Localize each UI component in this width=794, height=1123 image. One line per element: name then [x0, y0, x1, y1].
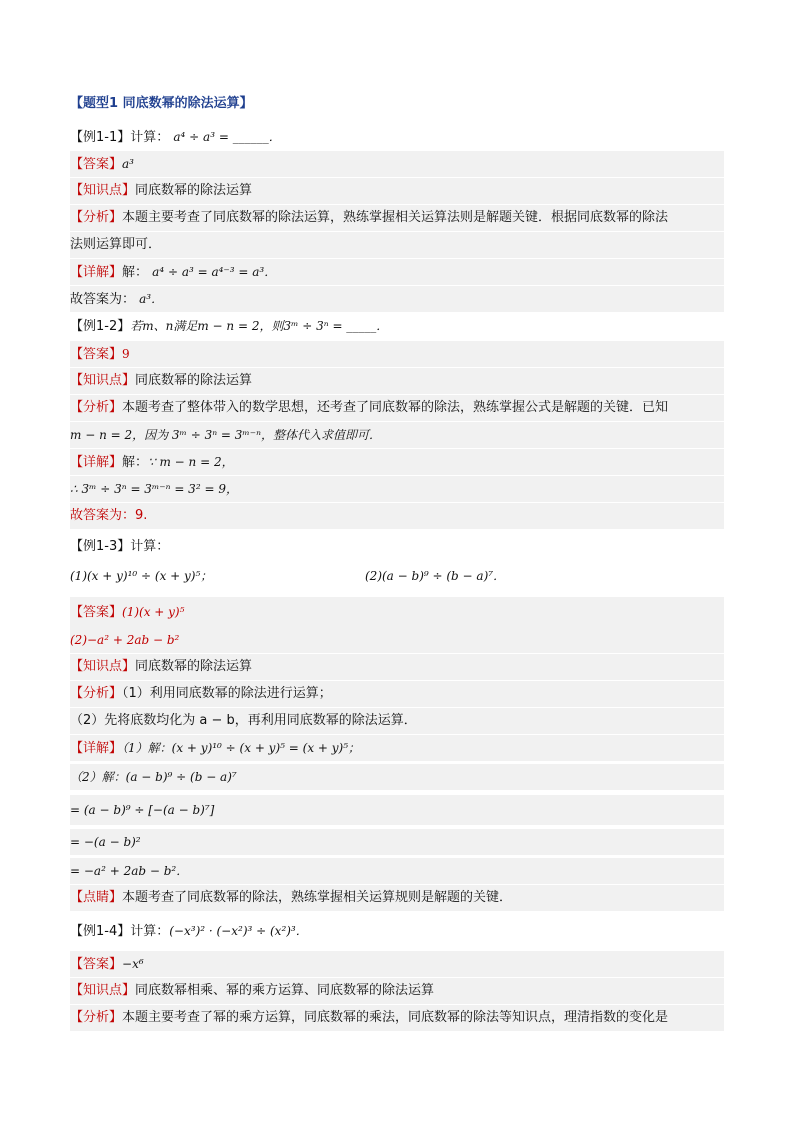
prompt-text: 计算：: [130, 539, 170, 554]
detail-row-cont: [70, 476, 724, 502]
example-1-3-parts: [70, 561, 724, 591]
knowledge-label: 【知识点】: [70, 183, 136, 198]
analysis-row: [70, 1005, 724, 1031]
analysis-row-cont: [70, 232, 724, 258]
answer-row-cont: [70, 627, 724, 653]
math-expression: = −(a − b)²: [70, 835, 141, 849]
answer-label: 【答案】: [70, 347, 123, 362]
math-expression: (−x³)² · (−x²)³ ÷ (x²)³．: [169, 924, 308, 938]
analysis-row-cont: [70, 422, 724, 448]
analysis-text: 本题考查了整体带入的数学思想，还考查了同底数幂的除法，熟练掌握公式是解题的关键．已知: [122, 400, 669, 415]
knowledge-label: 【知识点】: [70, 659, 136, 674]
analysis-text: 本题主要考查了同底数幂的除法运算，熟练掌握相关运算法则是解题关键．根据同底数幂的除法: [122, 210, 669, 225]
knowledge-text: 同底数幂的除法运算: [135, 373, 253, 388]
math-expression: （1）解：(x + y)¹⁰ ÷ (x + y)⁵ = (x + y)⁵；: [122, 741, 361, 755]
example-1-4-question: [70, 917, 724, 945]
knowledge-row: [70, 654, 724, 680]
detail-row-cont: [70, 764, 724, 790]
analysis-label: 【分析】: [70, 400, 123, 415]
answer-row: [70, 341, 724, 367]
answer-label: 【答案】: [70, 157, 123, 172]
analysis-text: 本题主要考查了幂的乘方运算，同底数幂的乘法，同底数幂的除法等知识点，理清指数的变化是: [122, 1010, 669, 1025]
example-1-2-question: [70, 313, 724, 339]
answer-value: a³: [122, 157, 134, 171]
section-title-text: 【题型1 同底数幂的除法运算】: [70, 96, 253, 111]
answer-label: 【答案】: [70, 957, 123, 972]
final-value: 故答案为：9.: [70, 508, 148, 523]
analysis-row: [70, 205, 724, 231]
math-expression: = (a − b)⁹ ÷ [−(a − b)⁷]: [70, 803, 215, 817]
analysis-label: 【分析】: [70, 1010, 123, 1025]
prompt-text: 计算：: [130, 924, 170, 939]
analysis-label: 【分析】: [70, 686, 123, 701]
prompt-text: 计算：: [130, 130, 170, 145]
comment-text: 本题考查了同底数幂的除法，熟练掌握相关运算规则是解题的关键．: [122, 890, 513, 905]
knowledge-row: [70, 178, 724, 204]
detail-row-cont: [70, 795, 724, 825]
answer-row: [70, 951, 724, 977]
example-label: 【例1-2】: [70, 319, 131, 334]
question-part-2: (2)(a − b)⁹ ÷ (b − a)⁷．: [365, 569, 506, 583]
detail-row: [70, 259, 724, 285]
jie-text: 解：: [122, 265, 149, 280]
analysis-row: [70, 395, 724, 421]
knowledge-text: 同底数幂的除法运算: [135, 659, 253, 674]
knowledge-row: [70, 368, 724, 394]
detail-label: 【详解】: [70, 455, 123, 470]
example-label: 【例1-4】: [70, 924, 131, 939]
detail-row: [70, 449, 724, 475]
answer-value: (1)(x + y)⁵: [122, 605, 185, 619]
example-1-3-question: [70, 534, 724, 560]
final-row: [70, 286, 724, 312]
knowledge-label: 【知识点】: [70, 983, 136, 998]
math-expression: 若m、n满足m − n = 2，则3ᵐ ÷ 3ⁿ = _____．: [130, 319, 389, 333]
example-1-1-question: [70, 124, 724, 150]
answer-value: −x⁶: [122, 957, 144, 971]
comment-row: [70, 885, 724, 911]
analysis-label: 【分析】: [70, 210, 123, 225]
analysis-row: [70, 681, 724, 707]
math-expression: ∵ m − n = 2，: [148, 455, 234, 469]
answer-value: 9: [122, 347, 130, 361]
math-expression: ∴ 3ᵐ ÷ 3ⁿ = 3ᵐ⁻ⁿ = 3² = 9，: [70, 482, 238, 496]
math-expression: = −a² + 2ab − b²．: [70, 864, 189, 878]
knowledge-text: 同底数幂的除法运算: [135, 183, 253, 198]
analysis-text: 法则运算即可．: [70, 237, 162, 252]
math-expression: a⁴ ÷ a³ = a⁴⁻³ = a³．: [152, 265, 277, 279]
answer-row: [70, 151, 724, 177]
detail-row-cont: [70, 858, 724, 884]
example-label: 【例1-1】: [70, 130, 131, 145]
section-title: [70, 91, 724, 117]
detail-label: 【详解】: [70, 741, 123, 756]
final-label: 故答案为：: [70, 292, 136, 307]
analysis-text: m − n = 2，因为 3ᵐ ÷ 3ⁿ = 3ᵐ⁻ⁿ，整体代入求值即可．: [70, 428, 381, 442]
jie-text: 解：: [122, 455, 149, 470]
comment-label: 【点睛】: [70, 890, 123, 905]
analysis-text: （2）先将底数均化为 a − b，再利用同底数幂的除法运算．: [70, 713, 417, 728]
answer-label: 【答案】: [70, 605, 123, 620]
math-expression: a⁴ ÷ a³ = ______．: [173, 130, 281, 144]
knowledge-row: [70, 978, 724, 1004]
analysis-text: （1）利用同底数幂的除法进行运算；: [122, 686, 332, 701]
detail-label: 【详解】: [70, 265, 123, 280]
detail-row-cont: [70, 829, 724, 855]
final-row: [70, 503, 724, 529]
answer-value: (2)−a² + 2ab − b²: [70, 633, 180, 647]
math-expression: （2）解：(a − b)⁹ ÷ (b − a)⁷: [70, 770, 237, 784]
knowledge-text: 同底数幂相乘、幂的乘方运算、同底数幂的除法运算: [135, 983, 435, 998]
example-label: 【例1-3】: [70, 539, 131, 554]
detail-row: [70, 735, 724, 761]
knowledge-label: 【知识点】: [70, 373, 136, 388]
answer-row: [70, 597, 724, 627]
question-part-1: (1)(x + y)¹⁰ ÷ (x + y)⁵；: [70, 569, 213, 583]
analysis-row-cont: [70, 708, 724, 734]
final-value: a³．: [139, 292, 164, 306]
